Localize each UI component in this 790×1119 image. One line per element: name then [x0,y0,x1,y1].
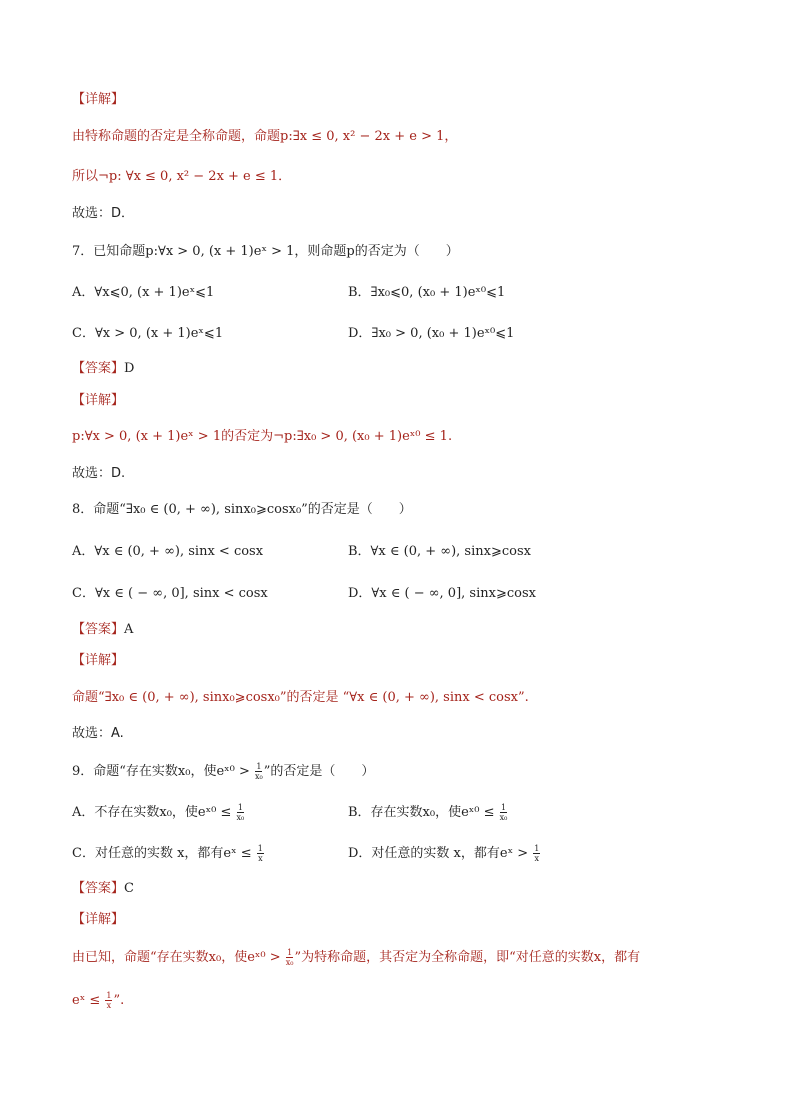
q9-option-b [348,803,508,822]
detail-text [72,948,640,967]
detail-label: 【详解】 [72,92,125,107]
detail-fragment: ”为特称命题，其否定为全称命题，即“对任意的实数x，都有 [294,950,641,965]
numerator: 1 [106,991,112,1000]
q9-option-c [72,844,265,863]
q7-option-c: C．∀x > 0, (x + 1)eˣ⩽1 [72,326,224,341]
q7-option-a: A．∀x⩽0, (x + 1)eˣ⩽1 [72,285,215,300]
denominator: x [258,854,263,863]
fraction [105,991,112,1010]
q7-option-b: B．∃x₀⩽0, (x₀ + 1)eˣ⁰⩽1 [348,285,506,300]
answer-row [72,880,134,898]
answer-value: D [124,361,135,376]
select-text: 故选：D. [72,466,126,481]
answer-label: 【答案】 [72,881,125,896]
select-text: 故选：D． [72,206,135,221]
denominator: x [106,1001,112,1010]
q8-option-c: C．∀x ∈ ( − ∞, 0], sinx < cosx [72,586,268,601]
question-7-stem: 7．已知命题p:∀x > 0, (x + 1)eˣ > 1，则命题p的否定为（ ） [72,244,459,259]
detail-text: 命题“∃x₀ ∈ (0, + ∞), sinx₀⩾cosx₀”的否定是 “∀x ∈ (0, + ∞), sinx < cosx”. [72,690,529,705]
q7-option-d: D．∃x₀ > 0, (x₀ + 1)eˣ⁰⩽1 [348,326,515,341]
question-9-stem [72,762,374,781]
fraction [257,844,264,863]
option-text: B．存在实数x₀，使eˣ⁰ ≤ [348,805,499,820]
q9-option-a [72,803,245,822]
answer-label: 【答案】 [72,622,125,637]
detail-fragment: eˣ ≤ [72,993,105,1008]
detail-text: 所以¬p: ∀x ≤ 0, x² − 2x + e ≤ 1． [72,169,292,184]
option-text: C．对任意的实数 x，都有eˣ ≤ [72,846,256,861]
numerator: 1 [237,803,243,812]
detail-text: 由特称命题的否定是全称命题，命题p:∃x ≤ 0, x² − 2x + e > 1， [72,129,458,144]
fraction [286,948,294,967]
denominator: x₀ [285,958,294,967]
numerator: 1 [500,803,507,812]
detail-label: 【详解】 [72,912,125,927]
option-text: A．不存在实数x₀，使eˣ⁰ ≤ [72,805,236,820]
select-text: 故选：A. [72,726,124,741]
denominator: x₀ [236,813,245,822]
detail-fragment: 由已知，命题“存在实数x₀，使eˣ⁰ > [72,950,285,965]
detail-text: p:∀x > 0, (x + 1)eˣ > 1的否定为¬p:∃x₀ > 0, (x₀ + 1)eˣ⁰ ≤ 1. [72,429,453,444]
detail-fragment: ”. [113,993,125,1008]
numerator: 1 [287,948,293,957]
fraction [237,803,245,822]
numerator: 1 [534,844,540,853]
numerator: 1 [257,844,263,853]
fraction [500,803,508,822]
numerator: 1 [256,762,262,771]
stem-text: ”的否定是（ ） [263,764,375,779]
option-text: D．对任意的实数 x，都有eˣ > [348,846,533,861]
q8-option-b: B．∀x ∈ (0, + ∞), sinx⩾cosx [348,544,531,559]
fraction [255,762,263,781]
q8-option-d: D．∀x ∈ ( − ∞, 0], sinx⩾cosx [348,586,536,601]
answer-value: C [124,881,134,896]
q8-option-a: A．∀x ∈ (0, + ∞), sinx < cosx [72,544,264,559]
answer-row [72,621,133,639]
answer-row [72,360,134,378]
detail-label: 【详解】 [72,393,125,408]
stem-text: 9．命题“存在实数x₀，使eˣ⁰ > [72,764,255,779]
question-8-stem: 8．命题“∃x₀ ∈ (0, + ∞), sinx₀⩾cosx₀”的否定是（ ） [72,502,412,517]
answer-value: A [124,622,134,637]
answer-label: 【答案】 [72,361,125,376]
denominator: x [534,854,540,863]
fraction [533,844,540,863]
detail-label: 【详解】 [72,653,125,668]
q9-option-d [348,844,541,863]
detail-text [72,991,124,1010]
denominator: x₀ [499,813,508,822]
denominator: x₀ [255,772,263,781]
